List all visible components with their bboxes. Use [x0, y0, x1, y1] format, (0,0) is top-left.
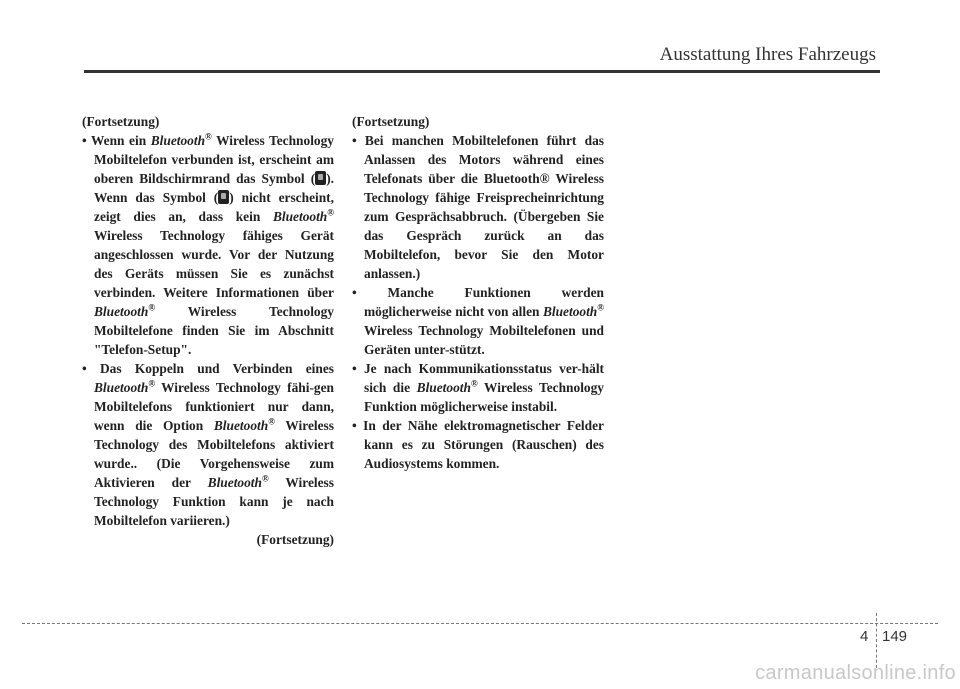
left-column — [82, 112, 334, 549]
continued-label: (Fortsetzung) — [82, 114, 160, 129]
right-column — [352, 112, 604, 473]
bullet-electromagnetic: • In der Nähe elektromagnetischer Felder kann es zu Störungen (Rauschen) des Audiosystems kommen. — [352, 418, 604, 471]
bluetooth-phone-icon — [218, 190, 229, 204]
footer-divider — [876, 613, 877, 668]
chapter-number: 4 — [860, 628, 869, 645]
watermark: carmanualsonline.info — [755, 662, 956, 684]
header-rule — [84, 70, 880, 73]
bullet-pairing: • Das Koppeln und Verbinden eines Bluetooth® Wireless Technology fähi-gen Mobiltelefons funktioniert nur dann, wenn die Option Bluetooth® Wireless Technology des Mobiltelefons aktiviert wurde.. (Die Vorgehensweise zum Aktivieren der Bluetooth® Wireless Technology Funktion kann je nach Mobiltelefon variieren.) — [82, 361, 334, 528]
page-header-title: Ausstattung Ihres Fahrzeugs — [659, 44, 876, 65]
page-number: 149 — [882, 628, 908, 645]
continued-label: (Fortsetzung) — [352, 114, 430, 129]
footer-rule — [22, 623, 938, 624]
bullet-bluetooth-symbol: • Wenn ein Bluetooth® Wireless Technology Mobiltelefon verbunden ist, erscheint am oberen Bildschirmrand das Symbol ( ). Wenn das Symbol ( ) nicht erscheint, zeigt dies an, dass kein Bluetooth® Wireless Technology fähiges Gerät angeschlossen wurde. Vor der Nutzung des Geräts müssen Sie es zunächst verbinden. Weitere Informationen über Bluetooth® Wireless Technology Mobiltelefone finden Sie im Abschnitt "Telefon-Setup". — [82, 131, 334, 357]
continued-footer-label: (Fortsetzung) — [256, 532, 334, 547]
bluetooth-phone-icon — [315, 171, 326, 185]
bullet-communication-status: • Je nach Kommunikationsstatus ver-hält sich die Bluetooth® Wireless Technology Funktion möglicherweise instabil. — [352, 361, 604, 414]
bullet-functions-support: • Manche Funktionen werden möglicherweise nicht von allen Bluetooth® Wireless Technology Mobiltelefonen und Geräten unter-stützt. — [352, 285, 604, 357]
bullet-engine-start: • Bei manchen Mobiltelefonen führt das Anlassen des Motors während eines Telefonats über die Bluetooth® Wireless Technology fähige Freisprecheinrichtung zum Gesprächsabbruch. (Übergeben Sie das Gespräch zurück an das Mobiltelefon, bevor Sie den Motor anlassen.) — [352, 133, 604, 281]
